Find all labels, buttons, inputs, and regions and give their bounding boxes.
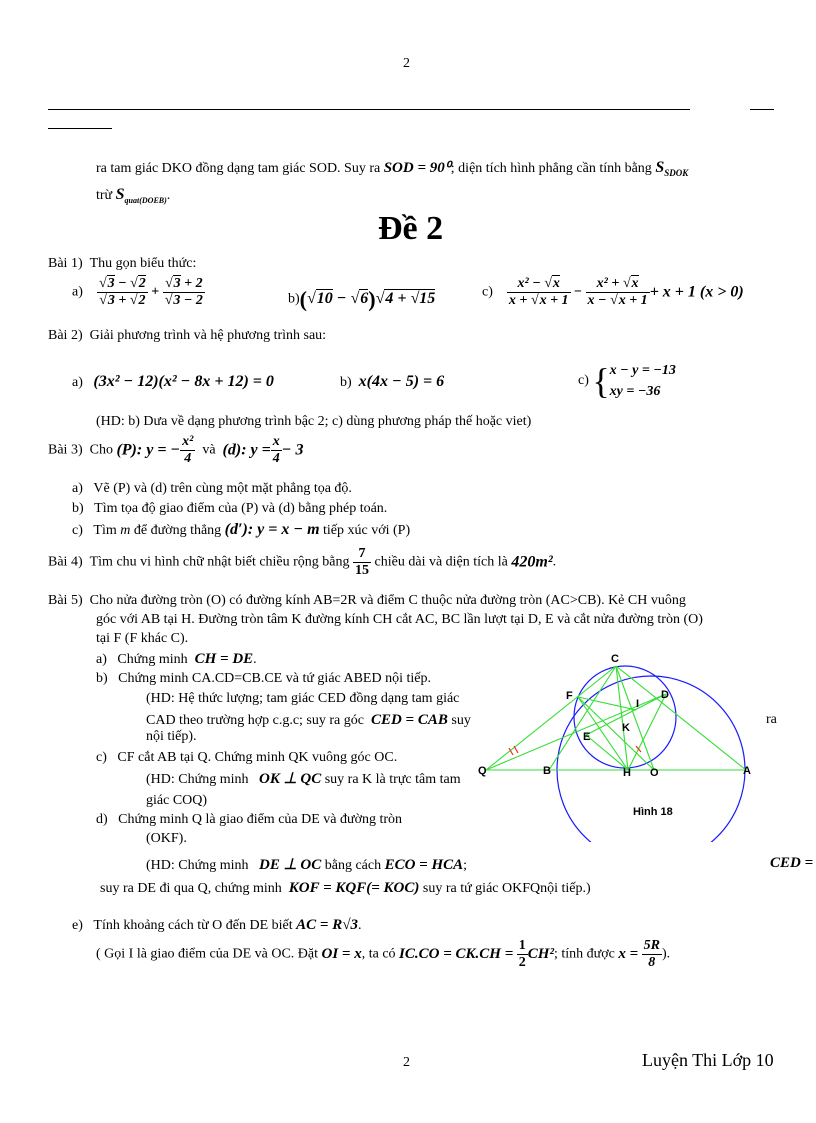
label-h: H <box>623 767 631 779</box>
bai5-b-hint-2: CAD theo trường hợp c.g.c; suy ra góc CED = CAB suy <box>146 712 471 728</box>
bai5-c-hint-1: (HD: Chứng minh OK ⊥ QC suy ra K là trực tâm tam <box>146 771 461 787</box>
figure-caption: Hình 18 <box>633 806 673 818</box>
bai2-a: a) (3x² − 12)(x² − 8x + 12) = 0 <box>72 373 274 390</box>
bai2-heading: Bài 2) Giải phương trình và hệ phương trình sau: <box>48 328 327 343</box>
header-page-number: 2 <box>403 56 410 71</box>
label-d: D <box>661 689 669 701</box>
label-e: E <box>583 731 591 743</box>
bai5-d-hint-1: (HD: Chứng minh DE ⊥ OC bằng cách ECO = HCA; <box>146 857 468 873</box>
header-rule <box>48 109 690 110</box>
label-k: K <box>622 722 630 734</box>
inner-circle-k <box>574 666 676 768</box>
label-q: Q <box>478 765 487 777</box>
intro-line-2: trừ $S_{quat(DOEB)}$. <box>96 186 171 206</box>
bai5-d-hint-right: CED = <box>770 855 814 871</box>
bai3-a: a) Vẽ (P) và (d) trên cùng một mặt phẳng tọa độ. <box>72 481 352 496</box>
footer-series: Luyện Thi Lớp 10 <box>642 1050 774 1070</box>
bai5-c-hint-2: giác COQ) <box>146 793 208 808</box>
bai3-heading: Bài 3) Cho (P): y = − $\frac{\text{x²}}{4}$ và (d): y = $\frac{x}{4}$ − 3 <box>48 434 304 467</box>
bai5-a: a) Chứng minh CH = DE. <box>96 651 257 667</box>
bai5-b: b) Chứng minh CA.CD=CB.CE và tứ giác ABED nội tiếp. <box>96 671 431 686</box>
bai2-c: c) { x − y = −13 xy = −36 <box>578 361 676 401</box>
label-i: I <box>636 698 640 710</box>
angle-marks <box>509 746 641 755</box>
label-f: F <box>566 690 573 702</box>
construction-lines <box>486 666 746 770</box>
bai5-line-1: Bài 5) Cho nửa đường tròn (O) có đường kính AB=2R và điểm C thuộc nửa đường tròn (AC>CB). Kẻ CH vuông <box>48 593 686 608</box>
label-a: A <box>743 765 751 777</box>
header-rule-right <box>750 109 774 110</box>
bai3-b: b) Tìm tọa độ giao điểm của (P) và (d) bằng phép toán. <box>72 501 388 516</box>
bai1-b: b)(√10 − √6)√4 + √15 <box>288 286 436 311</box>
bai1-a-frac2: $\frac{√3 + 2}{√3 - 2}$ <box>164 276 203 309</box>
bai5-b-hint-3: nội tiếp). <box>146 729 197 744</box>
bai5-b-hint-ra: ra <box>766 712 777 727</box>
label-b: B <box>543 765 551 777</box>
page-title: Đề 2 <box>378 210 444 247</box>
bai1-a: a) $\frac{√3 - √2}{√3 + √2}$ + $\frac{√3 + 2}{√3 - 2}$ <box>72 276 203 309</box>
bai5-e: e) Tính khoảng cách từ O đến DE biết AC = R√3. <box>72 917 362 933</box>
label-o: O <box>650 767 659 779</box>
bai1-c: c) $\frac{\text{x² − √x}}{x + √x + 1}$ − $\frac{\text{x² + √x}}{x - √x + 1}$ + x + 1 (x > 0) <box>482 276 744 309</box>
bai5-c: c) CF cắt AB tại Q. Chứng minh QK vuông góc OC. <box>96 750 398 765</box>
bai2-b: b) x(4x − 5) = 6 <box>340 373 445 390</box>
bai1-a-frac1: $\frac{√3 - √2}{√3 + √2}$ <box>98 276 146 309</box>
bai5-b-hint-1: (HD: Hệ thức lượng; tam giác CED đồng dạng tam giác <box>146 691 460 706</box>
bai5-line-3: tại F (F khác C). <box>96 631 189 646</box>
geometry-figure <box>476 652 766 842</box>
bai5-e-hint: ( Gọi I là giao điểm của DE và OC. Đặt OI = x, ta có IC.CO = CK.CH = $\frac{1}{2}$ CH²; tính được x = $\frac{5R}{8}$ ). <box>96 938 671 971</box>
bai5-d: d) Chứng minh Q là giao điểm của DE và đường tròn <box>96 812 403 827</box>
bai2-hint: (HD: b) Dưa về dạng phương trình bậc 2; c) dùng phương pháp thế hoặc viet) <box>96 414 532 429</box>
bai4: Bài 4) Tìm chu vi hình chữ nhật biết chiều rộng bằng $\frac{7}{15}$ chiều dài và diện tích là 420m². <box>48 546 557 579</box>
bai5-line-2: góc với AB tại H. Đường tròn tâm K đường kính CH cắt AC, BC lần lượt tại D, E và cắt nửa đường tròn (O) <box>96 612 703 627</box>
intro-line-1: ra tam giác DKO đồng dạng tam giác SOD. Suy ra SOD = 90⁰; diện tích hình phẳng cần tính bằng $S_{SDOK}$ <box>96 159 689 179</box>
bai5-d-2: (OKF). <box>146 831 187 846</box>
label-c: C <box>611 653 619 665</box>
bai5-d-hint-2: suy ra DE đi qua Q, chứng minh KOF = KQF(= KOC) suy ra tứ giác OKFQnội tiếp.) <box>100 880 591 896</box>
footer-page-number: 2 <box>403 1055 410 1070</box>
bai3-c: c) Tìm m để đường thẳng (d′): y = x − m tiếp xúc với (P) <box>72 521 411 538</box>
bai1-heading: Bài 1) Thu gọn biểu thức: <box>48 256 197 271</box>
header-rule-second <box>48 128 112 129</box>
